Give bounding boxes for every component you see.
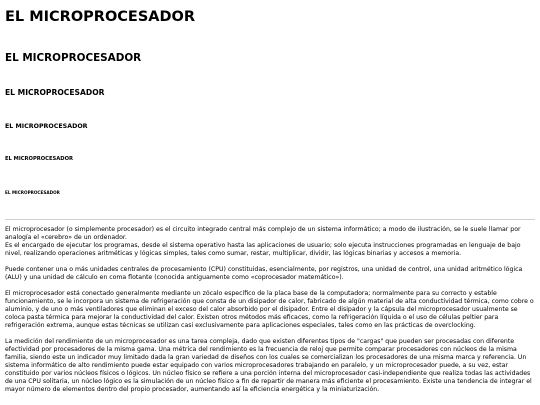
heading-level-6: EL MICROPROCESADOR xyxy=(5,190,60,195)
paragraph-performance: La medición del rendimiento de un microprocesador es una tarea compleja, dado que existen diferentes tipos de "cargas" que pueden ser procesadas con diferente efectividad por procesadores de la misma gama. Una métrica del rendimiento es la frecuencia de reloj que permite comparar procesadores con núcleos de la misma familia, siendo este un indicador muy limitado dada la gran variedad de diseños con los cuales se comercializan los procesadores de una misma marca y referencia. Un sistema informático de alto rendimiento puede estar equipado con varios microprocesadores trabajando en paralelo, y un microprocesador puede, a su vez, estar constituido por varios núcleos físicos o lógicos. Un núcleo físico se refiere a una porción interna del microprocesador casi-independiente que realiza todas las actividades de una CPU solitaria, un núcleo lógico es la simulación de un núcleo físico a fin de repartir de manera más eficiente el procesamiento. Existe una tendencia de integrar el mayor número de elementos dentro del propio procesador, aumentando así la eficiencia energética y la miniaturización. xyxy=(5,338,532,393)
paragraph-definition-line-1: El microprocesador (o simplemente procesador) es el circuito integrado central más complejo de un sistema informático; a modo de ilustración, se le suele llamar por analogía el «cerebro» de un ordenador. xyxy=(5,226,521,241)
heading-level-5: EL MICROPROCESADOR xyxy=(5,156,73,162)
paragraph-definition-line-2: Es el encargado de ejecutar los programas, desde el sistema operativo hasta las aplicaciones de usuario; solo ejecuta instrucciones programadas en lenguaje de bajo nivel, realizando operaciones aritméticas y lógicas simples, tales como sumar, restar, multiplicar, dividir, las lógicas binarias y accesos a memoria. xyxy=(5,242,521,257)
paragraph-definition xyxy=(5,226,535,258)
paragraph-cpu-units: Puede contener una o más unidades centrales de procesamiento (CPU) constituidas, esencialmente, por registros, una unidad de control, una unidad aritmético lógica (ALU) y una unidad de cálculo en coma flotante (conocida antiguamente como «coprocesador matemático»). xyxy=(5,266,523,281)
horizontal-divider xyxy=(5,219,535,220)
paragraph-cooling: El microprocesador está conectado generalmente mediante un zócalo específico de la placa base de la computadora; normalmente para su correcto y estable funcionamiento, se le incorpora un sistema de refrigeración que consta de un disipador de calor, fabricado de algún material de alta conductividad térmica, como cobre o aluminio, y de uno o más ventiladores que eliminan el exceso del calor absorbido por el disipador. Entre el disipador y la cápsula del microprocesador usualmente se coloca pasta térmica para mejorar la conductividad del calor. Existen otros métodos más eficaces, como la refrigeración líquida o el uso de células peltier para refrigeración extrema, aunque estas técnicas se utilizan casi exclusivamente para aplicaciones especiales, tales como en las prácticas de overclocking. xyxy=(5,290,534,329)
heading-level-1: EL MICROPROCESADOR xyxy=(5,9,196,25)
heading-level-3: EL MICROPROCESADOR xyxy=(5,88,105,97)
heading-level-2: EL MICROPROCESADOR xyxy=(5,52,142,64)
article-body xyxy=(5,226,535,402)
heading-level-4: EL MICROPROCESADOR xyxy=(5,123,88,130)
